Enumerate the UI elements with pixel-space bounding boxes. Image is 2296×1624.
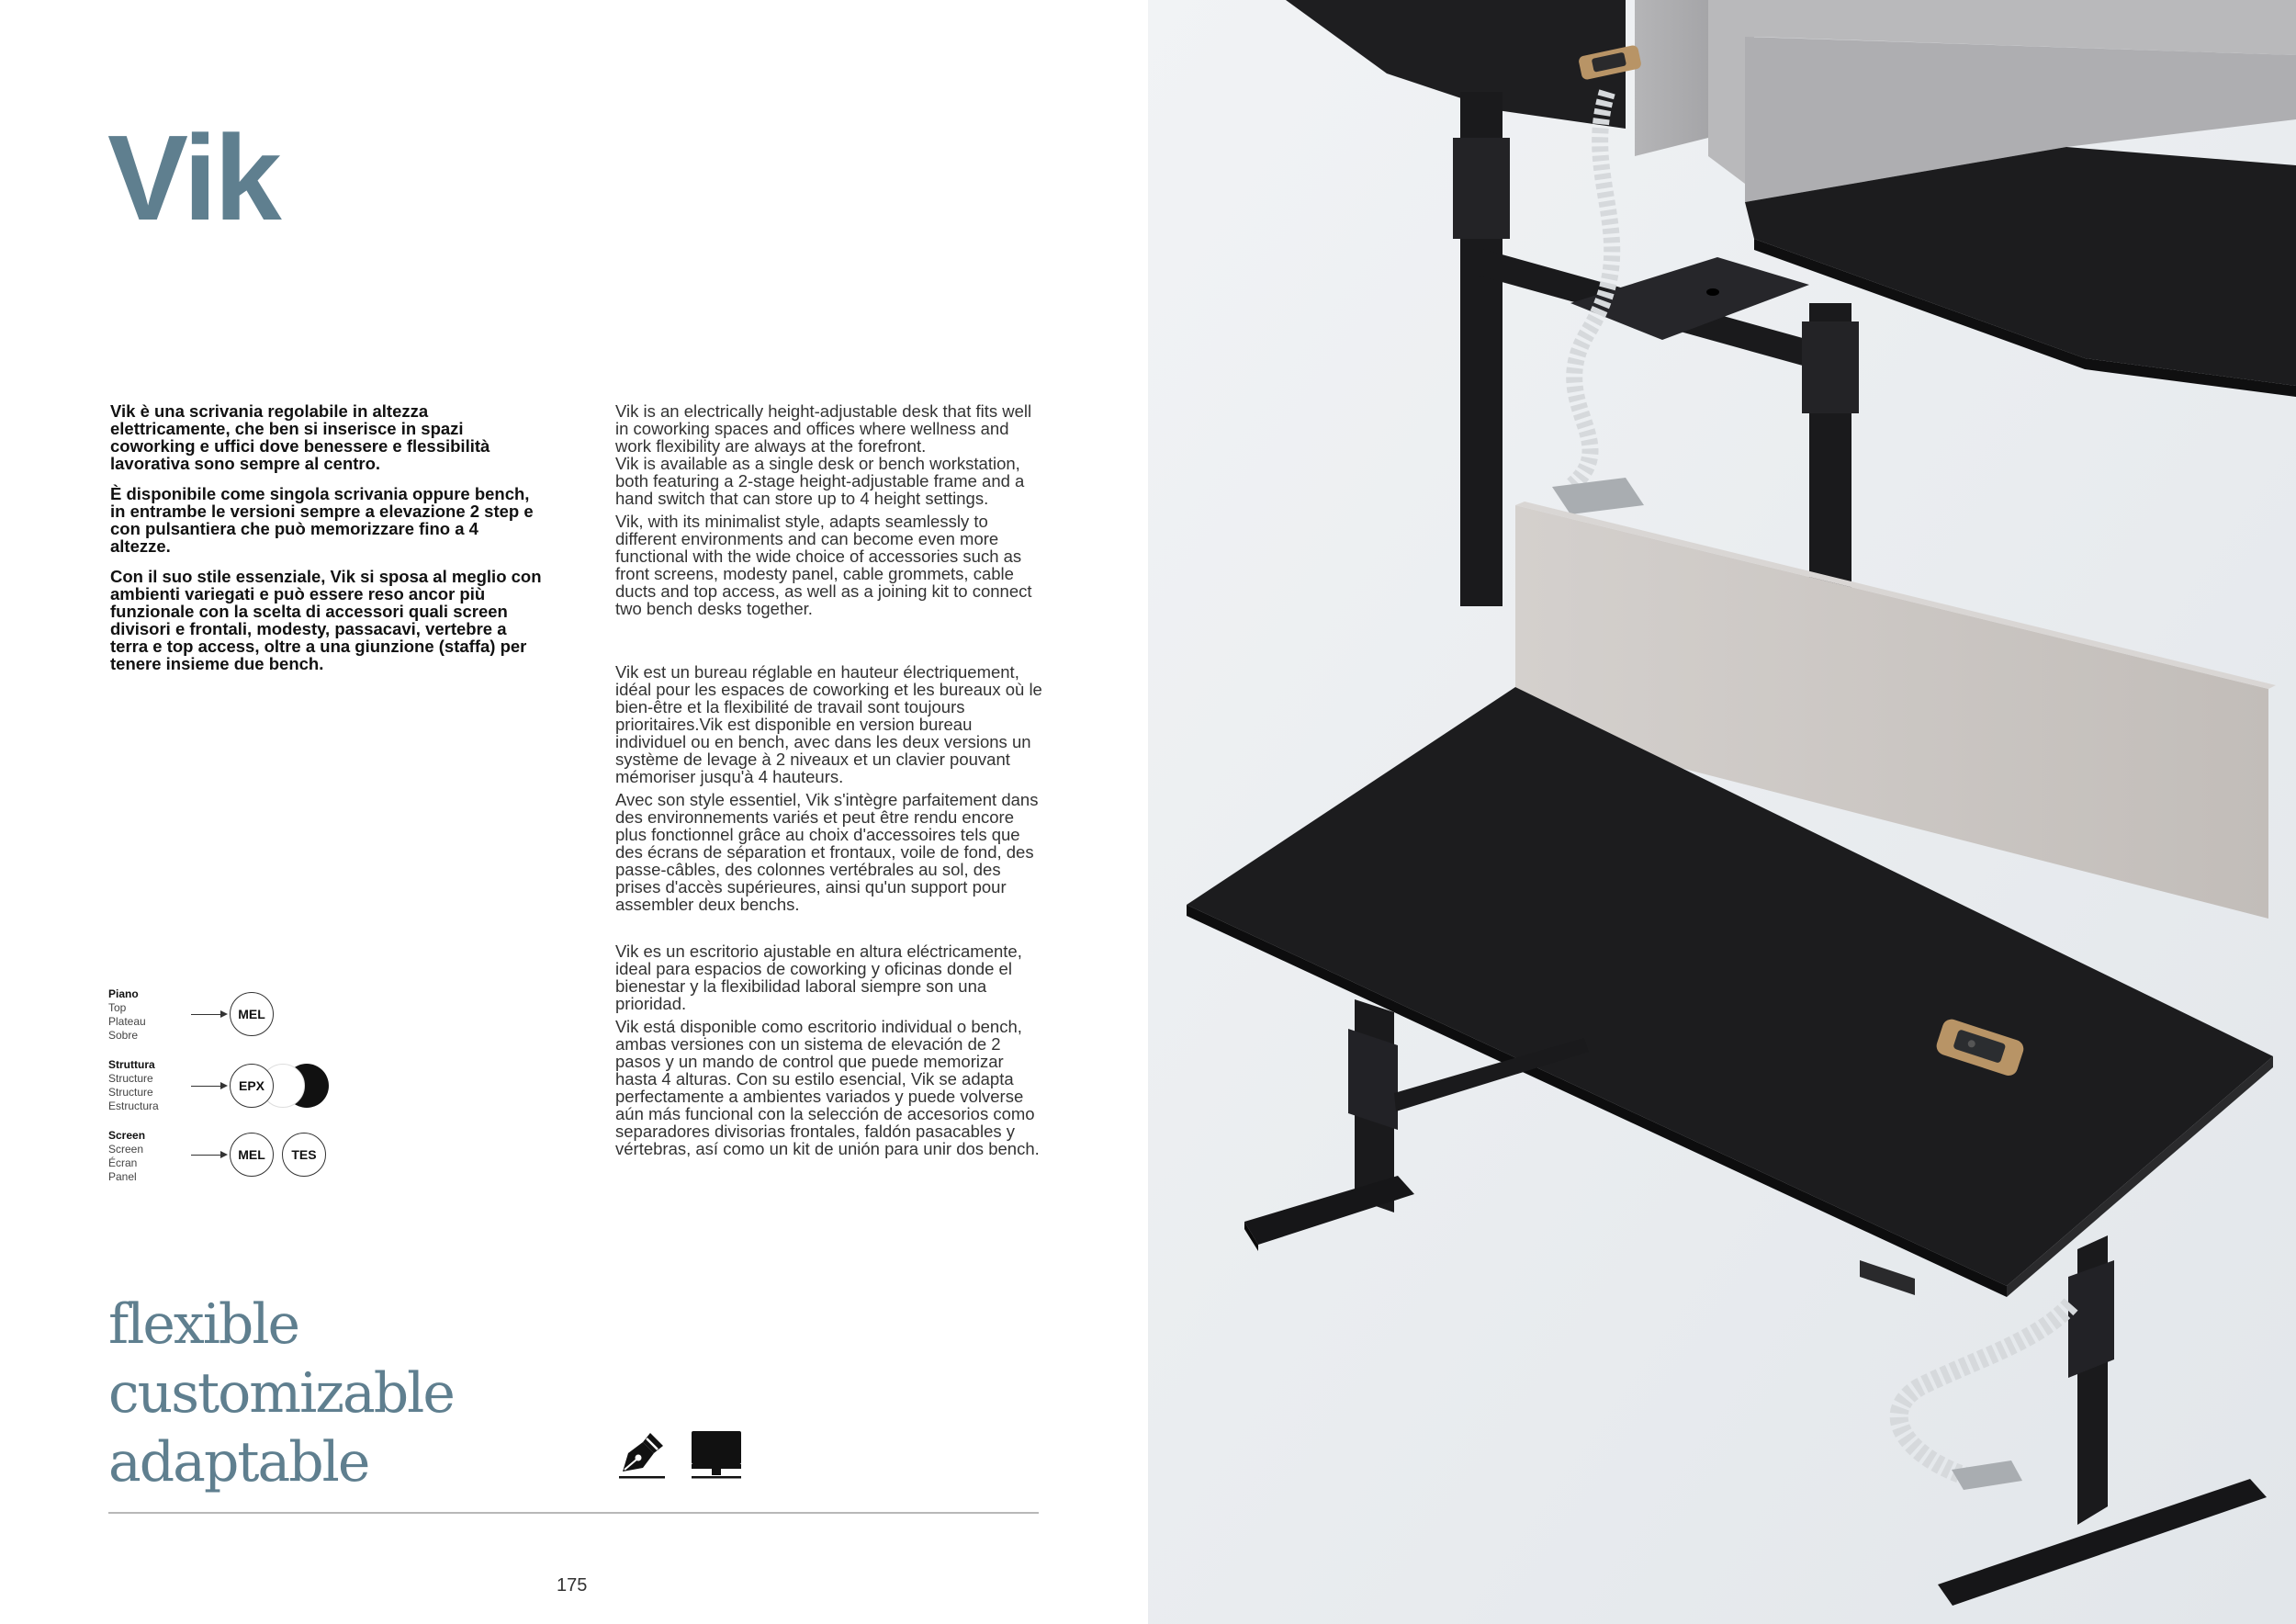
es-paragraph-1: Vik es un escritorio ajustable en altura eléctricamente, ideal para espacios de coworking y oficinas donde el bienestar y la flexibilidad laboral siempre son una prioridad. <box>615 942 1022 1013</box>
material-structure-fr: Structure <box>108 1086 153 1099</box>
monitor-icon <box>689 1429 744 1481</box>
arrow-icon <box>220 1082 228 1089</box>
material-top-label <box>108 987 146 1043</box>
en-paragraph-2: Vik is available as a single desk or bench workstation, both featuring a 2-stage height-adjustable frame and a hand switch that can store up to 4 height settings. <box>615 454 1025 508</box>
en-paragraph-1: Vik is an electrically height-adjustable desk that fits well in coworking spaces and offices where wellness and work flexibility are always at the forefront. <box>615 401 1032 456</box>
material-screen-fr: Écran <box>108 1156 138 1169</box>
material-top-fr: Plateau <box>108 1015 146 1028</box>
slogan-line-3: adaptable <box>108 1430 369 1494</box>
pen-nib-icon <box>619 1429 667 1481</box>
es-paragraph-2: Vik está disponible como escritorio individual o bench, ambas versiones con un sistema de elevación de 2 pasos y un mando de control que puede memorizar hasta 4 alturas. Con su estilo esencial, Vik se adapta perfectamente a ambientes variados y puede volverse aún más funcional con la selección de accesorios como separadores divisorias frontales, faldón pasacables y vértebras, así como un kit de unión para unir dos bench. <box>615 1017 1040 1158</box>
material-structure-en: Structure <box>108 1072 153 1085</box>
it-paragraph-3: Con il suo stile essenziale, Vik si sposa al meglio con ambienti variegati e può essere reso ancor più funzionale con la scelta di accessori quali screen divisori e frontali, modesty, passacavi, vertebre a terra e top access, oltre a una giunzione (staffa) per tenere insieme due bench. <box>110 567 542 673</box>
arrow-line <box>191 1014 222 1015</box>
product-title: Vik <box>107 110 279 245</box>
material-code-mel: MEL <box>230 1133 274 1177</box>
desk-illustration <box>1148 0 2296 1624</box>
material-structure-label <box>108 1058 159 1113</box>
arrow-icon <box>220 1010 228 1018</box>
it-paragraph-2: È disponibile come singola scrivania oppure bench, in entrambe le versioni sempre a elevazione 2 step e con pulsantiera che può memorizzare fino a 4 altezze. <box>110 484 534 556</box>
material-screen-label <box>108 1129 145 1184</box>
material-code-epx: EPX <box>230 1064 274 1108</box>
material-screen-en: Screen <box>108 1143 144 1156</box>
material-screen-heading: Screen <box>108 1129 146 1142</box>
material-top-heading: Piano <box>108 987 139 1000</box>
description-translations <box>615 402 1047 1163</box>
slogan-line-2: customizable <box>108 1361 454 1426</box>
fr-paragraph-1: Vik est un bureau réglable en hauteur électriquement, idéal pour les espaces de coworking et les bureaux où le bien-être et la flexibilité de travail sont toujours prioritaires.Vik est disponible en version bureau individuel ou en bench, avec dans les deux versions un système de levage à 2 niveaux et un clavier pouvant mémoriser jusqu'à 4 hauteurs. <box>615 662 1042 786</box>
arrow-line <box>191 1086 222 1087</box>
en-paragraph-3: Vik, with its minimalist style, adapts seamlessly to different environments and can become even more functional with the wide choice of accessories such as front screens, modesty panel, cable grommets, cable ducts and top access, as well as a joining kit to connect two bench desks together. <box>615 512 1032 618</box>
material-screen-es: Panel <box>108 1170 137 1183</box>
arrow-icon <box>220 1151 228 1158</box>
page-number: 175 <box>557 1575 588 1596</box>
material-code-mel: MEL <box>230 992 274 1036</box>
material-code-tes: TES <box>282 1133 326 1177</box>
product-photo <box>1148 0 2296 1624</box>
description-italian <box>110 402 542 685</box>
material-top-en: Top <box>108 1001 127 1014</box>
material-structure-heading: Struttura <box>108 1058 155 1071</box>
slogan <box>108 1291 454 1497</box>
footer-divider <box>108 1512 1039 1514</box>
it-paragraph-1: Vik è una scrivania regolabile in altezza elettricamente, che ben si inserisce in spazi coworking e uffici dove benessere e flessibilità lavorativa sono sempre al centro. <box>110 401 490 473</box>
fr-paragraph-2: Avec son style essentiel, Vik s'intègre parfaitement dans des environnements variés et peut être rendu encore plus fonctionnel grâce au choix d'accessoires tels que des écrans de séparation et frontaux, voile de fond, des passe-câbles, des colonnes vertébrales au sol, des prises d'accès supérieures, ainsi qu'un support pour assembler deux benchs. <box>615 790 1039 914</box>
material-top-es: Sobre <box>108 1029 139 1042</box>
arrow-line <box>191 1155 222 1156</box>
material-structure-es: Estructura <box>108 1100 159 1112</box>
slogan-line-1: flexible <box>108 1292 299 1357</box>
